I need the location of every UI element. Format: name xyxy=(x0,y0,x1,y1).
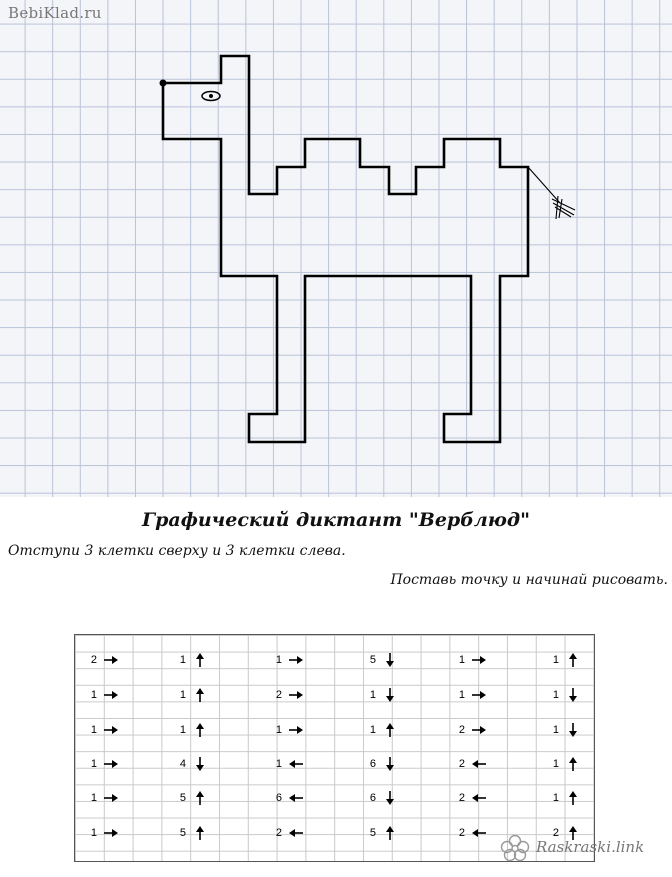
camel-outline xyxy=(163,56,528,442)
dictation-step xyxy=(162,825,209,841)
arrow-right-icon xyxy=(470,688,488,702)
dictation-step xyxy=(535,756,582,772)
step-count: 5 xyxy=(179,792,186,804)
dictation-step xyxy=(73,722,120,738)
dictation-step xyxy=(441,825,488,841)
arrow-right-icon xyxy=(470,653,488,667)
step-count: 1 xyxy=(90,724,97,736)
dictation-step xyxy=(73,790,120,806)
step-count: 1 xyxy=(369,689,376,701)
step-count: 2 xyxy=(90,654,97,666)
dictation-step xyxy=(73,687,120,703)
page-title: Графический диктант "Верблюд" xyxy=(142,509,530,531)
step-count: 1 xyxy=(90,689,97,701)
arrow-left-icon xyxy=(470,757,488,771)
dictation-step xyxy=(162,790,209,806)
step-count: 2 xyxy=(458,827,465,839)
arrow-right-icon xyxy=(287,688,305,702)
step-count: 6 xyxy=(275,792,282,804)
step-count: 2 xyxy=(552,827,559,839)
arrow-down-icon xyxy=(564,688,582,702)
dictation-step xyxy=(73,652,120,668)
arrow-down-icon xyxy=(191,757,209,771)
step-count: 1 xyxy=(179,689,186,701)
step-count: 1 xyxy=(275,654,282,666)
arrow-left-icon xyxy=(287,757,305,771)
dictation-step xyxy=(162,687,209,703)
dictation-step xyxy=(441,687,488,703)
step-count: 2 xyxy=(458,724,465,736)
step-count: 5 xyxy=(369,654,376,666)
arrow-right-icon xyxy=(287,723,305,737)
arrow-down-icon xyxy=(564,723,582,737)
step-count: 1 xyxy=(179,654,186,666)
arrow-right-icon xyxy=(102,826,120,840)
start-dot xyxy=(160,80,167,87)
arrow-up-icon xyxy=(564,653,582,667)
arrow-up-icon xyxy=(191,723,209,737)
arrow-up-icon xyxy=(381,826,399,840)
step-count: 1 xyxy=(275,758,282,770)
footer-watermark: Raskraski.link xyxy=(536,838,645,856)
step-count: 6 xyxy=(369,792,376,804)
dictation-step xyxy=(441,722,488,738)
dictation-step xyxy=(535,790,582,806)
step-count: 6 xyxy=(369,758,376,770)
step-count: 2 xyxy=(458,758,465,770)
arrow-right-icon xyxy=(470,723,488,737)
instruction-dot: Поставь точку и начинай рисовать. xyxy=(390,572,668,588)
step-count: 1 xyxy=(552,689,559,701)
dictation-step xyxy=(258,756,305,772)
dictation-step xyxy=(352,756,399,772)
flower-logo-icon xyxy=(498,833,532,863)
dictation-step xyxy=(352,790,399,806)
arrow-right-icon xyxy=(287,653,305,667)
step-count: 1 xyxy=(552,792,559,804)
arrow-right-icon xyxy=(102,757,120,771)
arrow-left-icon xyxy=(287,826,305,840)
dictation-step xyxy=(73,825,120,841)
site-watermark: BebiKlad.ru xyxy=(8,4,102,22)
step-count: 1 xyxy=(90,758,97,770)
step-count: 1 xyxy=(552,724,559,736)
arrow-down-icon xyxy=(381,791,399,805)
step-count: 1 xyxy=(90,792,97,804)
step-count: 1 xyxy=(369,724,376,736)
arrow-right-icon xyxy=(102,688,120,702)
instruction-start: Отступи 3 клетки сверху и 3 клетки слева. xyxy=(8,543,346,559)
arrow-up-icon xyxy=(191,826,209,840)
dictation-step xyxy=(162,756,209,772)
dictation-step xyxy=(162,652,209,668)
step-count: 1 xyxy=(458,689,465,701)
arrow-down-icon xyxy=(381,688,399,702)
arrow-left-icon xyxy=(470,826,488,840)
dictation-step xyxy=(258,687,305,703)
step-count: 1 xyxy=(552,654,559,666)
arrow-up-icon xyxy=(191,688,209,702)
dictation-step xyxy=(352,652,399,668)
arrow-up-icon xyxy=(564,791,582,805)
arrow-left-icon xyxy=(287,791,305,805)
step-count: 1 xyxy=(552,758,559,770)
arrow-up-icon xyxy=(381,723,399,737)
arrow-left-icon xyxy=(470,791,488,805)
arrow-down-icon xyxy=(381,757,399,771)
step-count: 1 xyxy=(275,724,282,736)
dictation-step xyxy=(352,722,399,738)
dictation-step xyxy=(352,825,399,841)
arrow-down-icon xyxy=(381,653,399,667)
step-count: 2 xyxy=(275,827,282,839)
tail-icon xyxy=(528,167,575,219)
dictation-step xyxy=(162,722,209,738)
dictation-step xyxy=(258,790,305,806)
dictation-step xyxy=(441,790,488,806)
eye-icon xyxy=(202,92,220,101)
dictation-step xyxy=(535,687,582,703)
dictation-step xyxy=(441,652,488,668)
dictation-step xyxy=(258,722,305,738)
dictation-step xyxy=(441,756,488,772)
step-count: 5 xyxy=(179,827,186,839)
step-count: 1 xyxy=(179,724,186,736)
arrow-up-icon xyxy=(564,757,582,771)
step-count: 4 xyxy=(179,758,186,770)
step-count: 2 xyxy=(275,689,282,701)
step-count: 2 xyxy=(458,792,465,804)
dictation-table xyxy=(74,634,595,862)
arrow-right-icon xyxy=(102,653,120,667)
dictation-step xyxy=(258,825,305,841)
dictation-step xyxy=(535,652,582,668)
dictation-step xyxy=(73,756,120,772)
dictation-step xyxy=(258,652,305,668)
step-count: 1 xyxy=(458,654,465,666)
step-count: 1 xyxy=(90,827,97,839)
dictation-step xyxy=(352,687,399,703)
step-count: 5 xyxy=(369,827,376,839)
arrow-up-icon xyxy=(191,791,209,805)
dictation-step xyxy=(535,722,582,738)
arrow-right-icon xyxy=(102,723,120,737)
arrow-up-icon xyxy=(191,653,209,667)
arrow-right-icon xyxy=(102,791,120,805)
